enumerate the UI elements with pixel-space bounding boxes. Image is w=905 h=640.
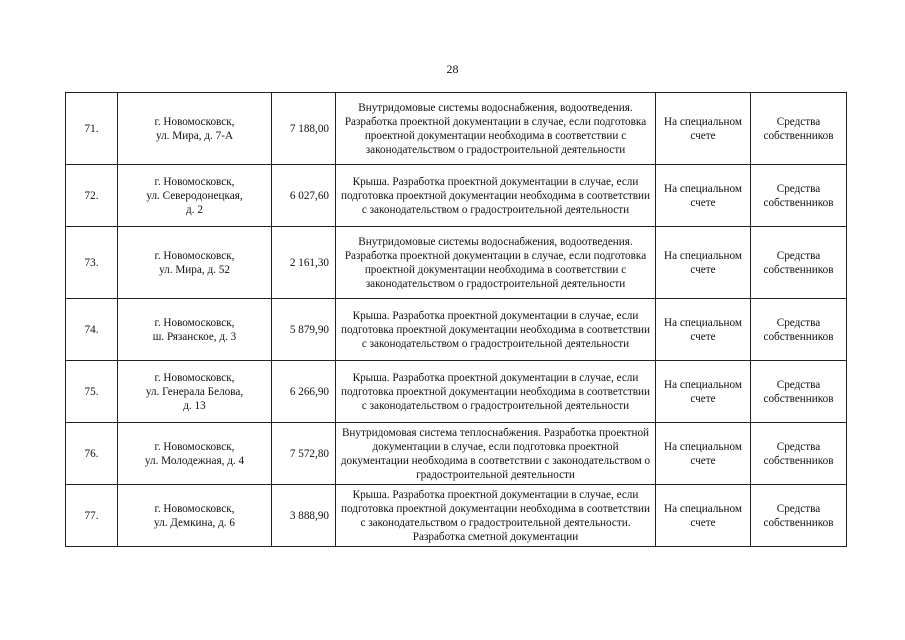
amount-cell: 2 161,30 [272,227,336,299]
address-cell [118,423,272,485]
account-type: На специальном счете [656,299,751,361]
address-city: г. Новомосковск, [154,440,235,453]
table-row [66,227,847,299]
account-type: На специальном счете [656,423,751,485]
work-description: Внутридомовые системы водоснабжения, водоотведения. Разработка проектной документации в случае, если подготовка проектной документации необходима в соответствии с законодательством о градостроительной деятельности [336,227,656,299]
amount-cell: 7 188,00 [272,93,336,165]
address-house: д. 13 [183,399,206,412]
address-house: д. 2 [186,203,203,216]
work-description: Крыша. Разработка проектной документации в случае, если подготовка проектной документации необходима в соответствии с законодательством о градостроительной деятельности [336,165,656,227]
address-street: ш. Рязанское, д. 3 [152,330,237,343]
page-number: 28 [446,62,459,76]
table-row [66,165,847,227]
address-street: ул. Демкина, д. 6 [154,516,235,529]
table-row [66,423,847,485]
amount-cell: 3 888,90 [272,485,336,547]
row-number: 76. [66,423,118,485]
address-street: ул. Молодежная, д. 4 [144,454,245,467]
address-cell [118,485,272,547]
funding-source: Средства собственников [751,227,847,299]
row-number: 74. [66,299,118,361]
work-description: Крыша. Разработка проектной документации в случае, если подготовка проектной документации необходима в соответствии с законодательством о градостроительной деятельности. Разработка сметной документации [336,485,656,547]
address-cell [118,227,272,299]
address-cell [118,165,272,227]
row-number: 75. [66,361,118,423]
table-row [66,93,847,165]
address-street: ул. Мира, д. 7-А [155,129,234,142]
funding-source: Средства собственников [751,361,847,423]
address-cell [118,299,272,361]
amount-cell: 7 572,80 [272,423,336,485]
funding-source: Средства собственников [751,165,847,227]
address-city: г. Новомосковск, [154,316,235,329]
work-description: Крыша. Разработка проектной документации в случае, если подготовка проектной документации необходима в соответствии с законодательством о градостроительной деятельности [336,361,656,423]
row-number: 72. [66,165,118,227]
address-cell [118,361,272,423]
work-description: Внутридомовые системы водоснабжения, водоотведения. Разработка проектной документации в случае, если подготовка проектной документации необходима в соответствии с законодательством о градостроительной деятельности [336,93,656,165]
account-type: На специальном счете [656,485,751,547]
account-type: На специальном счете [656,93,751,165]
address-street: ул. Северодонецкая, [146,189,243,202]
table-row [66,485,847,547]
row-number: 77. [66,485,118,547]
address-cell [118,93,272,165]
address-city: г. Новомосковск, [154,249,235,262]
address-city: г. Новомосковск, [154,175,235,188]
funding-source: Средства собственников [751,93,847,165]
row-number: 73. [66,227,118,299]
amount-cell: 5 879,90 [272,299,336,361]
works-table [65,92,847,547]
address-city: г. Новомосковск, [154,115,235,128]
row-number: 71. [66,93,118,165]
address-city: г. Новомосковск, [154,371,235,384]
funding-source: Средства собственников [751,299,847,361]
amount-cell: 6 027,60 [272,165,336,227]
funding-source: Средства собственников [751,485,847,547]
funding-source: Средства собственников [751,423,847,485]
address-street: ул. Генерала Белова, [145,385,244,398]
account-type: На специальном счете [656,227,751,299]
work-description: Внутридомовая система теплоснабжения. Разработка проектной документации в случае, если подготовка проектной документации необходима в соответствии с законодательством о градостроительной деятельности [336,423,656,485]
address-street: ул. Мира, д. 52 [159,263,230,276]
address-city: г. Новомосковск, [154,502,235,515]
amount-cell: 6 266,90 [272,361,336,423]
table-row [66,361,847,423]
table-row [66,299,847,361]
account-type: На специальном счете [656,165,751,227]
account-type: На специальном счете [656,361,751,423]
work-description: Крыша. Разработка проектной документации в случае, если подготовка проектной документации необходима в соответствии с законодательством о градостроительной деятельности [336,299,656,361]
